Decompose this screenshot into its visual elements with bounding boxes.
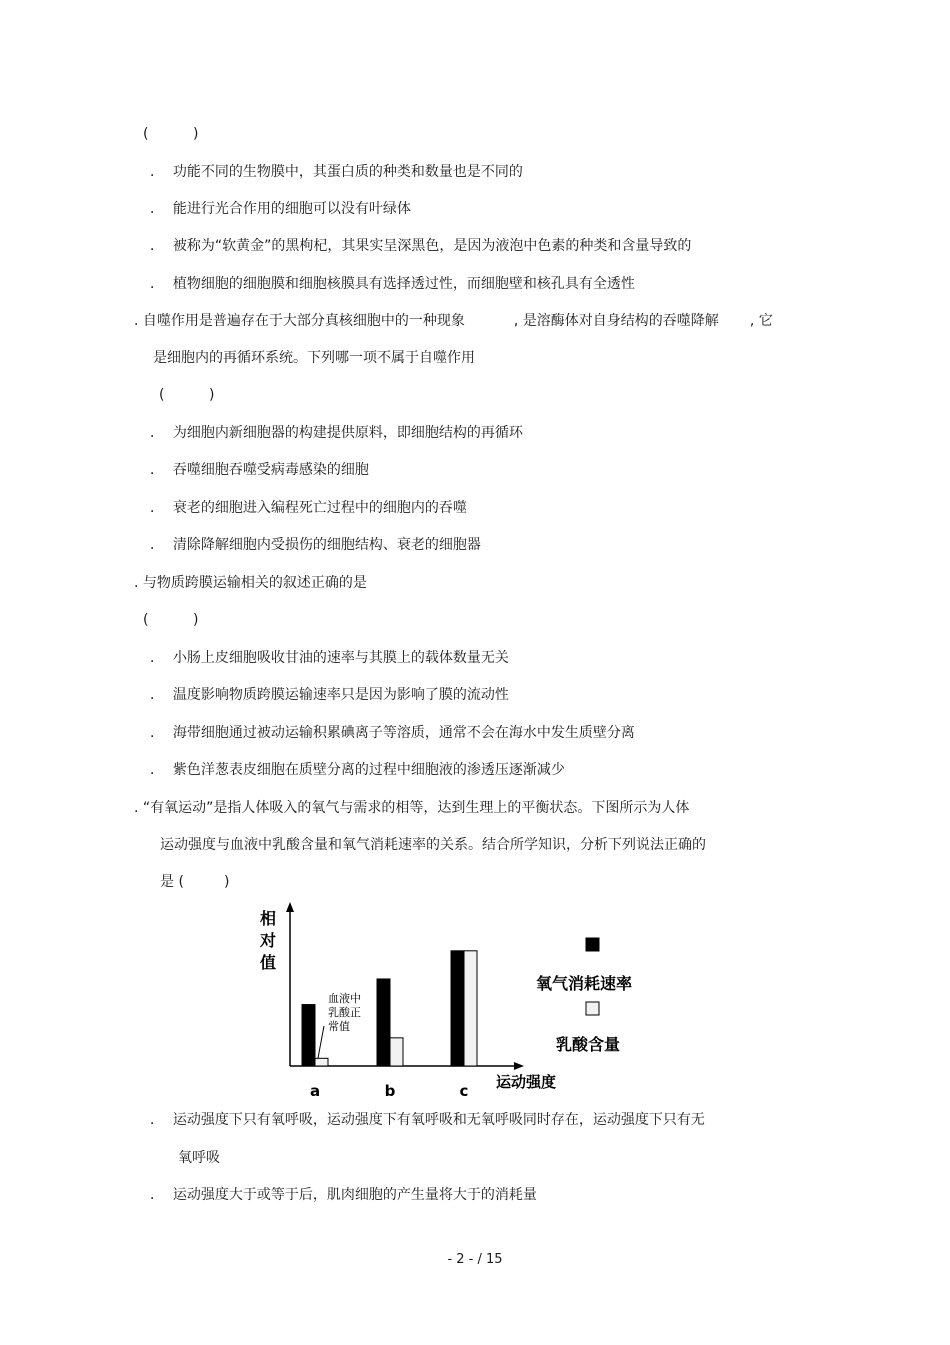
question-stem: . 与物质跨膜运输相关的叙述正确的是 — [134, 575, 367, 591]
category-ticks — [310, 1082, 469, 1100]
category-label: a — [309, 1082, 321, 1100]
legend-swatch-lactate — [586, 1002, 599, 1015]
question-stem: 是 ( ) — [160, 874, 230, 890]
lactate-bar — [315, 1058, 328, 1066]
annotation-pointer — [318, 1026, 324, 1058]
y-axis-label-char: 相 — [260, 909, 277, 928]
page-number: - 2 - / 15 — [447, 1252, 503, 1267]
option-line: ． 运动强度大于或等于后，肌肉细胞的产生量将大于的消耗量 — [150, 1187, 537, 1203]
oxygen-bar — [451, 951, 464, 1066]
option-line: ． 紫色洋葱表皮细胞在质壁分离的过程中细胞液的渗透压逐渐减少 — [150, 762, 565, 778]
oxygen-bar — [377, 979, 390, 1066]
option-line: ． 为细胞内新细胞器的构建提供原料，即细胞结构的再循环 — [150, 425, 523, 441]
option-line: ． 运动强度下只有氧呼吸，运动强度下有氧呼吸和无氧呼吸同时存在，运动强度下只有无 — [150, 1112, 705, 1128]
annotation-text: 血液中 — [328, 992, 361, 1005]
question-stem: 运动强度与血液中乳酸含量和氧气消耗速率的关系。结合所学知识，分析下列说法正确的 — [160, 837, 706, 853]
normal-lactate-annotation — [328, 991, 361, 1033]
x-axis-label: 运动强度 — [496, 1073, 557, 1091]
y-axis-label-char: 对 — [260, 931, 277, 950]
option-line: ． 小肠上皮细胞吸收甘油的速率与其膜上的载体数量无关 — [150, 650, 509, 666]
option-line: ． 能进行光合作用的细胞可以没有叶绿体 — [150, 201, 411, 217]
y-axis-label-char: 值 — [260, 953, 277, 972]
option-line: ． 植物细胞的细胞膜和细胞核膜具有选择透过性，而细胞壁和核孔具有全透性 — [150, 276, 635, 292]
y-axis-label — [259, 909, 276, 972]
option-line: ． 清除降解细胞内受损伤的细胞结构、衰老的细胞器 — [150, 537, 481, 553]
option-line: ． 被称为“软黄金”的黑枸杞，其果实呈深黑色，是因为液泡中色素的种类和含量导致的 — [150, 238, 692, 254]
annotation-text: 常值 — [328, 1020, 350, 1033]
question-stem: . 自噬作用是普遍存在于大部分真核细胞中的一种现象 , 是溶酶体对自身结构的吞噬降解 , 它 — [134, 313, 773, 329]
option-line: 氧呼吸 — [178, 1150, 220, 1166]
category-label: b — [384, 1082, 396, 1100]
legend-label-oxygen: 氧气消耗速率 — [536, 974, 633, 993]
option-line: ． 衰老的细胞进入编程死亡过程中的细胞内的吞噬 — [150, 500, 467, 516]
answer-bracket: ( ) — [159, 387, 215, 403]
question-stem: 是细胞内的再循环系统。下列哪一项不属于自噬作用 — [153, 350, 475, 366]
answer-bracket: ( ) — [143, 126, 199, 142]
x-axis-arrow — [514, 1062, 524, 1070]
annotation-text: 乳酸正 — [328, 1006, 361, 1019]
exercise-bar-chart — [240, 898, 660, 1108]
chart-legend — [536, 938, 632, 1054]
legend-label-lactate: 乳酸含量 — [556, 1035, 621, 1054]
question-stem: . “有氧运动”是指人体吸入的氧气与需求的相等，达到生理上的平衡状态。下图所示为人体 — [134, 800, 690, 816]
option-line: ． 温度影响物质跨膜运输速率只是因为影响了膜的流动性 — [150, 687, 509, 703]
category-label: c — [459, 1082, 469, 1100]
option-line: ． 功能不同的生物膜中，其蛋白质的种类和数量也是不同的 — [150, 164, 523, 180]
answer-bracket: ( ) — [143, 612, 199, 628]
legend-swatch-oxygen — [586, 938, 599, 951]
oxygen-bar — [302, 1005, 315, 1066]
lactate-bar — [464, 951, 477, 1066]
option-line: ． 海带细胞通过被动运输积累碘离子等溶质，通常不会在海水中发生质壁分离 — [150, 725, 635, 741]
y-axis-arrow — [286, 902, 294, 912]
chart-axes — [286, 902, 524, 1070]
option-line: ． 吞噬细胞吞噬受病毒感染的细胞 — [150, 462, 369, 478]
lactate-bar — [390, 1038, 403, 1066]
